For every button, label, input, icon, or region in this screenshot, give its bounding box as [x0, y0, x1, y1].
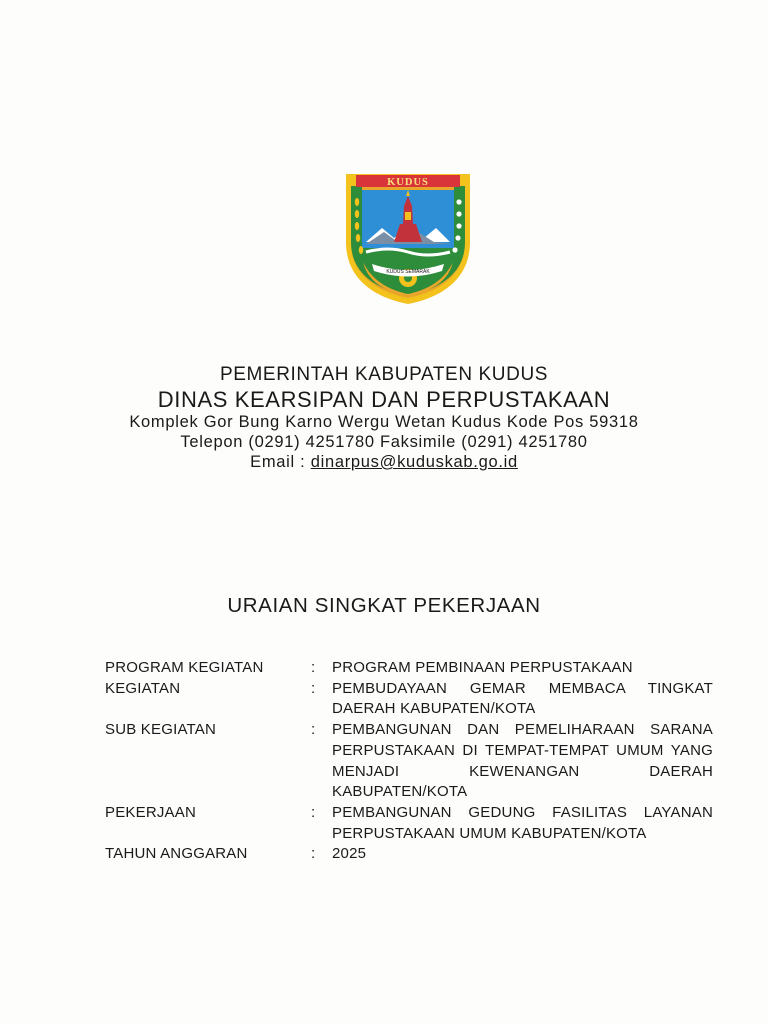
- detail-value: 2025: [332, 845, 367, 863]
- detail-row-program: [105, 658, 713, 679]
- detail-separator: :: [311, 803, 316, 821]
- letterhead: [0, 362, 768, 472]
- detail-value: PEMBANGUNAN DAN PEMELIHARAAN SARANA PERPUSTAKAAN DI TEMPAT-TEMPAT UMUM YANG MENJADI KEWENANGAN DAERAH KABUPATEN/KOTA: [332, 721, 713, 801]
- detail-label: KEGIATAN: [105, 679, 181, 697]
- detail-row-kegiatan: [105, 679, 713, 720]
- detail-label: PEKERJAAN: [105, 803, 196, 821]
- detail-label: PROGRAM KEGIATAN: [105, 659, 264, 676]
- detail-row-sub-kegiatan: [105, 720, 713, 803]
- phone-fax: Telepon (0291) 4251780 Faksimile (0291) 4251780: [180, 433, 588, 451]
- document-title: URAIAN SINGKAT PEKERJAAN: [227, 594, 541, 617]
- detail-row-tahun-anggaran: [105, 844, 713, 865]
- detail-value: PROGRAM PEMBINAAN PERPUSTAKAAN: [332, 659, 633, 676]
- emblem-banner-text: KUDUS: [387, 177, 429, 188]
- kudus-emblem-icon: [344, 172, 472, 306]
- detail-value: PEMBANGUNAN GEDUNG FASILITAS LAYANAN PERPUSTAKAAN UMUM KABUPATEN/KOTA: [332, 803, 713, 842]
- government-name: PEMERINTAH KABUPATEN KUDUS: [219, 364, 549, 385]
- agency-name: DINAS KEARSIPAN DAN PERPUSTAKAAN: [157, 387, 611, 412]
- detail-separator: :: [311, 721, 316, 739]
- email-line: [0, 452, 768, 472]
- detail-separator: :: [311, 679, 316, 697]
- detail-value: PEMBUDAYAAN GEMAR MEMBACA TINGKAT DAERAH KABUPATEN/KOTA: [332, 679, 713, 718]
- detail-separator: :: [311, 659, 316, 676]
- detail-label: SUB KEGIATAN: [105, 721, 217, 739]
- email-label: Email :: [250, 453, 311, 471]
- detail-separator: :: [311, 845, 316, 863]
- detail-label: TAHUN ANGGARAN: [105, 845, 248, 863]
- address: Komplek Gor Bung Karno Wergu Wetan Kudus Kode Pos 59318: [129, 413, 639, 431]
- email-link[interactable]: dinarpus@kuduskab.go.id: [310, 453, 518, 471]
- detail-row-pekerjaan: [105, 803, 713, 844]
- emblem-motto: KUDUS SEMARAK: [386, 269, 430, 275]
- job-details-table: [105, 658, 713, 865]
